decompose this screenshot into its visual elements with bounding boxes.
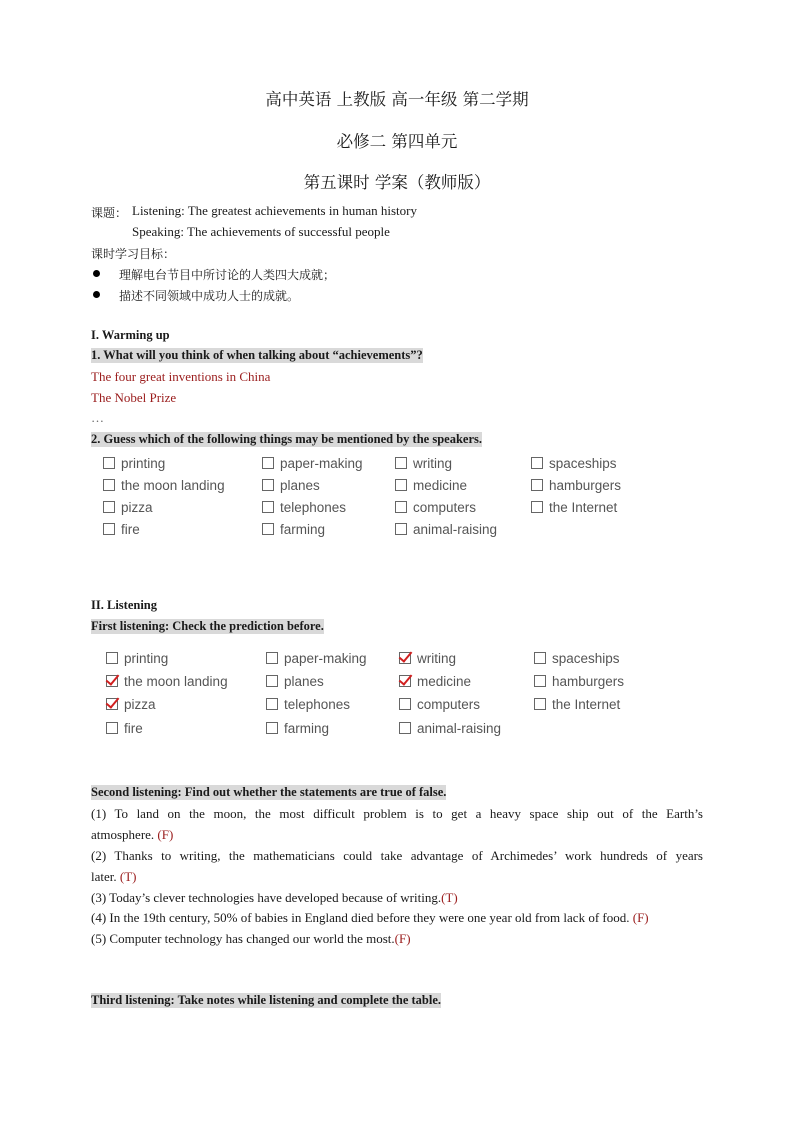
checked-checkbox-icon bbox=[106, 675, 118, 687]
answer-option-medicine: medicine bbox=[399, 674, 471, 689]
checkbox-icon bbox=[395, 501, 407, 513]
statement-answer: (F) bbox=[157, 827, 174, 842]
question-1: 1. What will you think of when talking about “achievements”? bbox=[91, 348, 423, 362]
statement-1-line-2: atmosphere. (F) bbox=[91, 827, 174, 842]
checkbox-icon bbox=[262, 457, 274, 469]
question-2: 2. Guess which of the following things may be mentioned by the speakers. bbox=[91, 432, 482, 446]
checkbox-icon bbox=[103, 501, 115, 513]
statement-3: (3) Today’s clever technologies have developed because of writing.(T) bbox=[91, 890, 458, 905]
statement-4: (4) In the 19th century, 50% of babies in England died before they were one year old from lack of food. (F) bbox=[91, 910, 649, 925]
answer-option-writing: writing bbox=[399, 651, 456, 666]
option-writing: writing bbox=[395, 456, 452, 471]
first-listening-instruction: First listening: Check the prediction before. bbox=[91, 619, 324, 633]
checkbox-icon bbox=[399, 698, 411, 710]
answer-option-fire: fire bbox=[106, 721, 143, 736]
checkbox-icon bbox=[534, 698, 546, 710]
answer-option-printing: printing bbox=[106, 651, 168, 666]
checkbox-icon bbox=[531, 457, 543, 469]
checkbox-icon bbox=[262, 501, 274, 513]
option-telephones: telephones bbox=[262, 500, 346, 515]
option-internet: the Internet bbox=[531, 500, 617, 515]
answer-option-farming: farming bbox=[266, 721, 329, 736]
checkbox-icon bbox=[395, 479, 407, 491]
option-hamburgers: hamburgers bbox=[531, 478, 621, 493]
statement-answer: (T) bbox=[441, 890, 458, 905]
unit-subtitle: 必修二 第四单元 bbox=[336, 132, 458, 151]
answer-option-animal-raising: animal-raising bbox=[399, 721, 501, 736]
checkbox-icon bbox=[106, 722, 118, 734]
checkbox-icon bbox=[262, 479, 274, 491]
checkbox-icon bbox=[266, 675, 278, 687]
option-paper-making: paper-making bbox=[262, 456, 363, 471]
statement-1-line-1: (1) To land on the moon, the most difficult problem is to get a heavy space ship out of the Earth’s bbox=[91, 806, 703, 821]
third-listening-instruction: Third listening: Take notes while listening and complete the table. bbox=[91, 993, 442, 1007]
statement-2-line-2: later. (T) bbox=[91, 869, 137, 884]
option-medicine: medicine bbox=[395, 478, 467, 493]
answer-option-telephones: telephones bbox=[266, 697, 350, 712]
answer-option-paper-making: paper-making bbox=[266, 651, 367, 666]
checked-checkbox-icon bbox=[106, 698, 118, 710]
checkbox-icon bbox=[266, 698, 278, 710]
checkbox-icon bbox=[531, 479, 543, 491]
statement-answer: (F) bbox=[632, 910, 649, 925]
checkbox-icon bbox=[534, 652, 546, 664]
checkbox-icon bbox=[395, 457, 407, 469]
answer-option-pizza: pizza bbox=[106, 697, 156, 712]
statement-2-line-1: (2) Thanks to writing, the mathematicians could take advantage of Archimedes’ work hundreds of years bbox=[91, 848, 703, 863]
statement-answer: (F) bbox=[394, 931, 411, 946]
checkbox-icon bbox=[534, 675, 546, 687]
section-heading-listening: II. Listening bbox=[91, 598, 157, 612]
checkbox-icon bbox=[266, 652, 278, 664]
option-fire: fire bbox=[103, 522, 140, 537]
second-listening-instruction: Second listening: Find out whether the statements are true of false. bbox=[91, 785, 447, 799]
answer-line: The Nobel Prize bbox=[91, 390, 177, 405]
ellipsis: … bbox=[91, 410, 104, 425]
answer-option-hamburgers: hamburgers bbox=[534, 674, 624, 689]
option-moon-landing: the moon landing bbox=[103, 478, 225, 493]
page-title: 高中英语 上教版 高一年级 第二学期 bbox=[265, 90, 529, 109]
goals-label: 课时学习目标： bbox=[91, 247, 176, 261]
option-printing: printing bbox=[103, 456, 165, 471]
checked-checkbox-icon bbox=[399, 675, 411, 687]
statement-5: (5) Computer technology has changed our world the most.(F) bbox=[91, 931, 411, 946]
answer-option-spaceships: spaceships bbox=[534, 651, 620, 666]
checkbox-icon bbox=[531, 501, 543, 513]
answer-line: The four great inventions in China bbox=[91, 369, 271, 384]
checked-checkbox-icon bbox=[399, 652, 411, 664]
answer-option-moon-landing: the moon landing bbox=[106, 674, 228, 689]
answer-option-planes: planes bbox=[266, 674, 324, 689]
checkbox-icon bbox=[262, 523, 274, 535]
checkbox-icon bbox=[106, 652, 118, 664]
checkbox-icon bbox=[103, 479, 115, 491]
lesson-subtitle: 第五课时 学案（教师版） bbox=[303, 173, 491, 192]
topic-speaking: Speaking: The achievements of successful people bbox=[132, 224, 390, 239]
answer-option-computers: computers bbox=[399, 697, 480, 712]
goal-item: 描述不同领域中成功人士的成就。 bbox=[119, 289, 300, 303]
option-animal-raising: animal-raising bbox=[395, 522, 497, 537]
checkbox-icon bbox=[395, 523, 407, 535]
topic-label: 课题： bbox=[91, 206, 128, 220]
bullet-icon bbox=[93, 291, 100, 298]
section-heading-warming-up: I. Warming up bbox=[91, 328, 170, 342]
checkbox-icon bbox=[103, 523, 115, 535]
checkbox-icon bbox=[266, 722, 278, 734]
checkbox-icon bbox=[103, 457, 115, 469]
option-spaceships: spaceships bbox=[531, 456, 617, 471]
goal-item: 理解电台节目中所讨论的人类四大成就； bbox=[119, 268, 336, 282]
checkbox-icon bbox=[399, 722, 411, 734]
bullet-icon bbox=[93, 270, 100, 277]
statement-answer: (T) bbox=[119, 869, 137, 884]
option-computers: computers bbox=[395, 500, 476, 515]
option-pizza: pizza bbox=[103, 500, 153, 515]
option-planes: planes bbox=[262, 478, 320, 493]
topic-listening: Listening: The greatest achievements in human history bbox=[132, 203, 417, 218]
option-farming: farming bbox=[262, 522, 325, 537]
answer-option-internet: the Internet bbox=[534, 697, 620, 712]
